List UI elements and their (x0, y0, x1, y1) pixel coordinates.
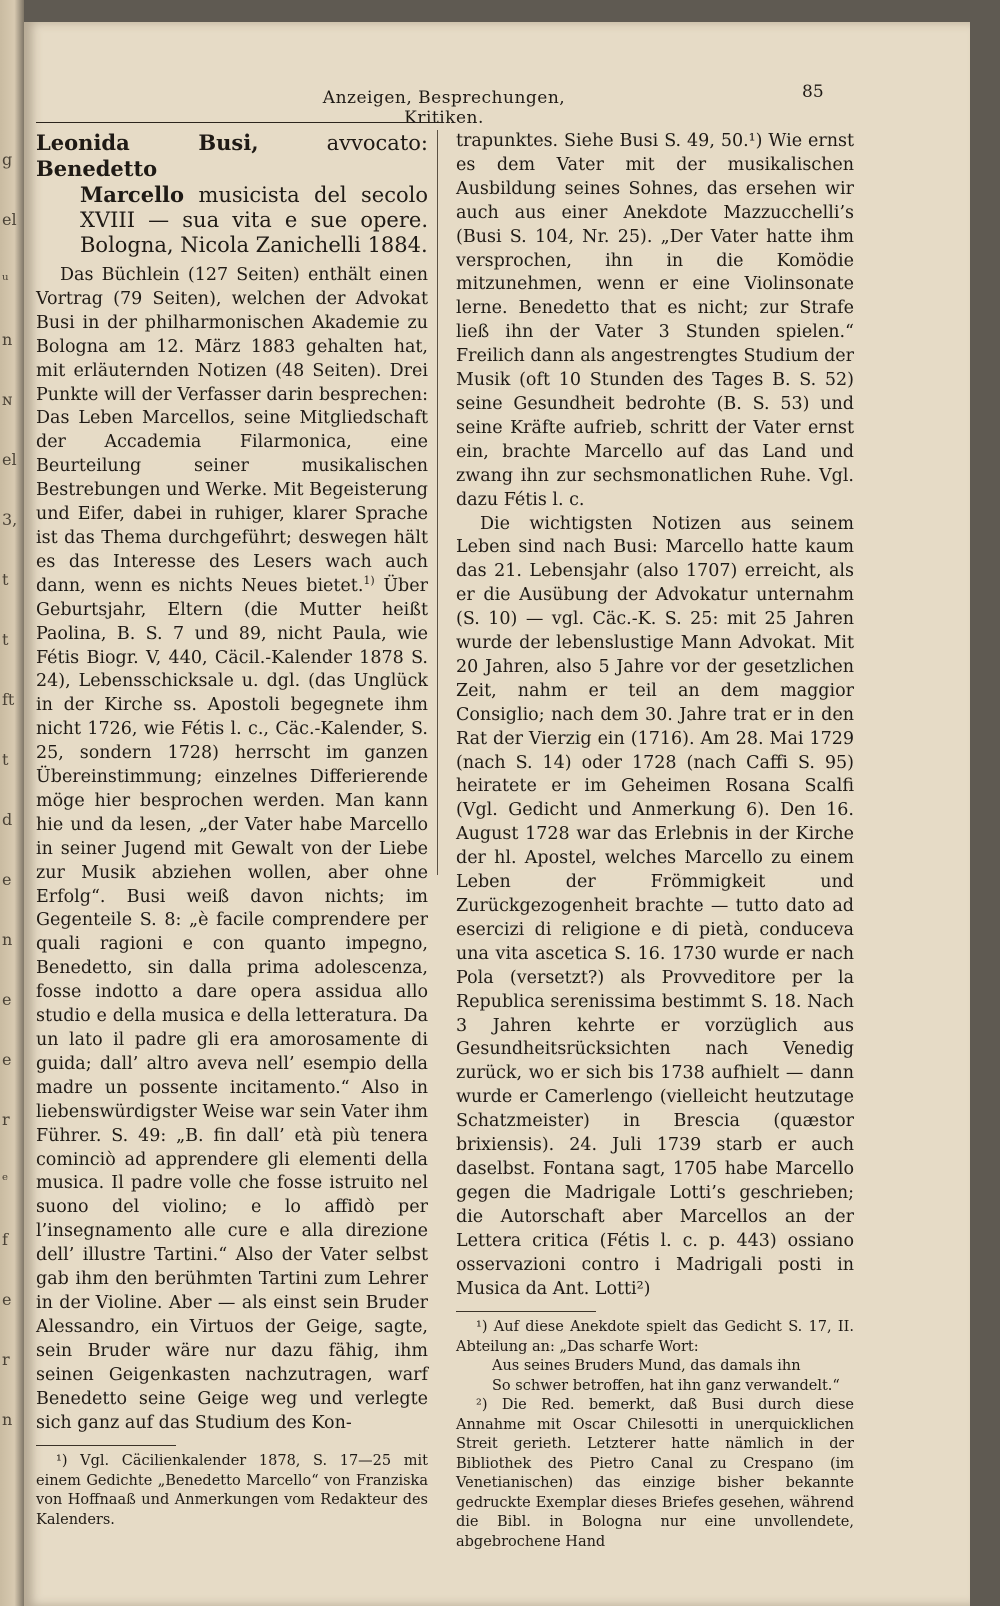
left-page-fragment: f (2, 1230, 8, 1249)
left-page-fragment: t (2, 630, 9, 649)
left-page-fragment: t (2, 570, 9, 589)
page-header (24, 82, 970, 128)
book-page (24, 22, 970, 1606)
footnote-verse-2: So schwer betroffen, hat ihn ganz verwandelt.“ (492, 1377, 840, 1394)
footnote-editor: ²) Die Red. bemerkt, daß Busi durch diese Annahme mit Oscar Chilesotti in unerquicklichen Streit gerieth. Letzterer hatte nämlich in der Bibliothek des Pietro Canal zu Crespano (im Venetianischen) das einzige bisher bekannte gedruckte Exemplar dieses Briefes gesehen, während die Bibl. in Bologna nur eine unvollendete, abgebrochene Hand (456, 1397, 854, 1550)
left-page-fragment: e (2, 1290, 12, 1309)
left-page-fragment: ᵉ (2, 1170, 9, 1189)
left-page-fragment: t (2, 750, 9, 769)
left-column (36, 130, 428, 1530)
left-page-fragment: n (2, 330, 13, 349)
right-paragraph-2: Die wichtigsten Notizen aus seinem Leben sind nach Busi: Marcello hatte kaum das 21. Lebensjahr (also 1707) erreicht, als er die Ausübung der Advokatur unternahm (S. 10) — vgl. Cäc.-K. S. 25: mit 25 Jahren wurde der lebenslustige Mann Advokat. Mit 20 Jahren, also 5 Jahre vor der gesetzlichen Zeit, nahm er teil an dem maggior Consiglio; nach dem 30. Jahre trat er in den Rat der Vierzig ein (1716). Am 28. Mai 1729 (nach S. 14) oder 1728 (nach Caffi S. 95) heiratete er im Geheimen Rosana Scalfi (Vgl. Gedicht und Anmerkung 6). Den 16. August 1728 war das Erlebnis in der Kirche der hl. Apostel, welches Marcello zu einem Leben der Frömmigkeit und Zurückgezogenheit brachte — tutto dato ad esercizi di religione e di pietà, conduceva una vita ascetica S. 16. 1730 wurde er nach Pola (versetzt?) als Provveditore per la Republica serenissima bestimmt S. 18. Nach 3 Jahren kehrte er vorzüglich aus Gesundheitsrücksichten nach Venedig zurück, wo er sich bis 1738 aufhielt — dann wurde er Camerlengo (vielleicht heutzutage Schatzmeister) in Brescia (quæstor brixiensis). 24. Juli 1739 starb er auch daselbst. Fontana sagt, 1705 habe Marcello gegen die Madrigale Lotti’s geschrieben; die Autorschaft aber Marcellos an der Lettera critica (Fétis l. c. p. 443) ossiano osservazioni contro i Madrigali posti in Musica da Ant. Lotti²) (456, 513, 854, 1299)
right-footnotes (456, 1318, 854, 1552)
footnote-1: ¹) Vgl. Cäcilienkalender 1878, S. 17—25 mit einem Gedichte „Benedetto Marcello“ von Franziska von Hoffnaaß und Anmerkungen vom Redakteur des Kalenders. (36, 1453, 428, 1528)
left-page-fragment: ft (2, 690, 15, 709)
left-page-fragment: r (2, 1110, 10, 1129)
left-page-fragment: 3, (2, 510, 18, 529)
adjacent-page-edge (0, 0, 24, 1606)
footnote-rule (36, 1445, 176, 1446)
running-head: Anzeigen, Besprechungen, Kritiken. (322, 88, 566, 128)
book-title-benedetto: Benedetto (36, 156, 158, 181)
footnote-ref-1: 1) (363, 573, 375, 587)
right-column (456, 130, 854, 1552)
left-page-fragment: e (2, 990, 12, 1009)
review-text-part1: Das Büchlein (127 Seiten) enthält einen Vortrag (79 Seiten), welchen der Advokat Busi in der philharmonischen Akademie zu Bologna am 12. März 1883 gehalten hat, mit erläuternden Notizen (48 Seiten). Drei Punkte will der Verfasser darin besprechen: Das Leben Marcellos, seine Mitgliedschaft der Accademia Filarmonica, eine Beurteilung seiner musikalischen Bestrebungen und Werke. Mit Begeisterung und Eifer, dabei in ruhiger, klarer Sprache ist das Thema durchgeführt; deswegen hält es das Interesse des Lesers wach auch dann, wenn es nichts Neues bietet. (36, 265, 428, 596)
left-page-fragment: el (2, 210, 17, 229)
left-page-fragment: n (2, 930, 13, 949)
review-paragraph (36, 264, 428, 1435)
book-title-marcello: Marcello (80, 182, 185, 207)
reviewed-book-title (36, 130, 428, 258)
author-role: avvocato: (326, 131, 428, 155)
left-page-fragment: n (2, 1410, 13, 1429)
left-page-fragment: r (2, 1350, 10, 1369)
book-author: Leonida Busi, (36, 130, 259, 155)
left-page-fragment: el (2, 450, 17, 469)
left-page-fragment: e (2, 1050, 12, 1069)
left-page-fragment: e (2, 870, 12, 889)
footnote-anecdote (456, 1318, 854, 1396)
page-number: 85 (802, 82, 824, 102)
left-page-fragment: d (2, 810, 13, 829)
book-title-tail: musicista del secolo XVIII — sua vita e sue opere. Bologna, Nicola Zanichelli 1884. (80, 183, 428, 257)
column-divider (437, 130, 438, 875)
left-footnotes (36, 1452, 428, 1530)
header-rule (36, 122, 444, 123)
right-paragraph-1: trapunktes. Siehe Busi S. 49, 50.¹) Wie ernst es dem Vater mit der musikalischen Ausbildung seines Sohnes, das ersehen wir auch aus einer Anekdote Mazzucchelli’s (Busi S. 104, Nr. 25). „Der Vater hatte ihm versprochen, ihn in die Komödie mitzunehmen, wenn er eine Violinsonate lerne. Benedetto that es nicht; zur Strafe ließ ihn der Vater 3 Stunden spielen.“ Freilich dann als angestrengtes Studium der Musik (oft 10 Stunden des Tages B. S. 52) seine Gesundheit bedrohte (B. S. 53) und seine Kräfte aufrieb, schritt der Vater ernst ein, brachte Marcello auf das Land und zwang ihn zur sechsmonatlichen Ruhe. Vgl. dazu Fétis l. c. (456, 131, 854, 510)
left-page-fragment: ᵘ (2, 270, 9, 289)
footnote-verse-1: Aus seines Bruders Mund, das damals ihn (492, 1358, 801, 1375)
footnote-rule (456, 1311, 596, 1312)
footnote-anecdote-intro: ¹) Auf diese Anekdote spielt das Gedicht S. 17, II. Abteilung an: „Das scharfe Wort: (456, 1319, 854, 1355)
review-text-part2: Über Geburtsjahr, Eltern (die Mutter heißt Paolina, B. S. 7 und 89, nicht Paula, wie Fétis Biogr. V, 440, Cäcil.-Kalender 1878 S. 24), Lebensschicksale u. dgl. (das Unglück in der Kirche ss. Apostoli begegnete ihm nicht 1726, wie Fétis l. c., Cäc.-Kalender, S. 25, sondern 1728) herrscht im ganzen Übereinstimmung; einzelnes Differierende möge hier besprochen werden. Man kann hie und da lesen, „der Vater habe Marcello in seiner Jugend mit Gewalt von der Liebe zur Musik abziehen wollen, aber ohne Erfolg“. Busi weiß davon nichts; im Gegenteile S. 8: „è facile comprendere per quali ragioni e con quanto impegno, Benedetto, sin dalla prima adolescenza, fosse indotto a dare opera assidua allo studio e della musica e della letteratura. Da un lato il padre gli era amorosamente di guida; dall’ altro aveva nell’ esempio della madre un possente incitamento.“ Also in liebenswürdigster Weise war sein Vater ihm Führer. S. 49: „B. fin dall’ età più tenera cominciò ad apprendere gli elementi della musica. Il padre volle che fosse istruito nel suono del violino; e lo affidò per l’insegnamento alle cure e alla direzione dell’ illustre Tartini.“ Also der Vater selbst gab ihm den berühmten Tartini zum Lehrer in der Violine. Aber — als einst sein Bruder Alessandro, ein Virtuos der Geige, sagte, sein Bruder wäre nur dazu fähig, ihm seinen Geigenkasten nachzutragen, warf Benedetto seine Geige weg und verlegte sich ganz auf das Studium des Kon- (36, 575, 428, 1433)
left-page-fragment: g (2, 150, 13, 169)
left-page-fragment: ɴ (2, 390, 13, 409)
